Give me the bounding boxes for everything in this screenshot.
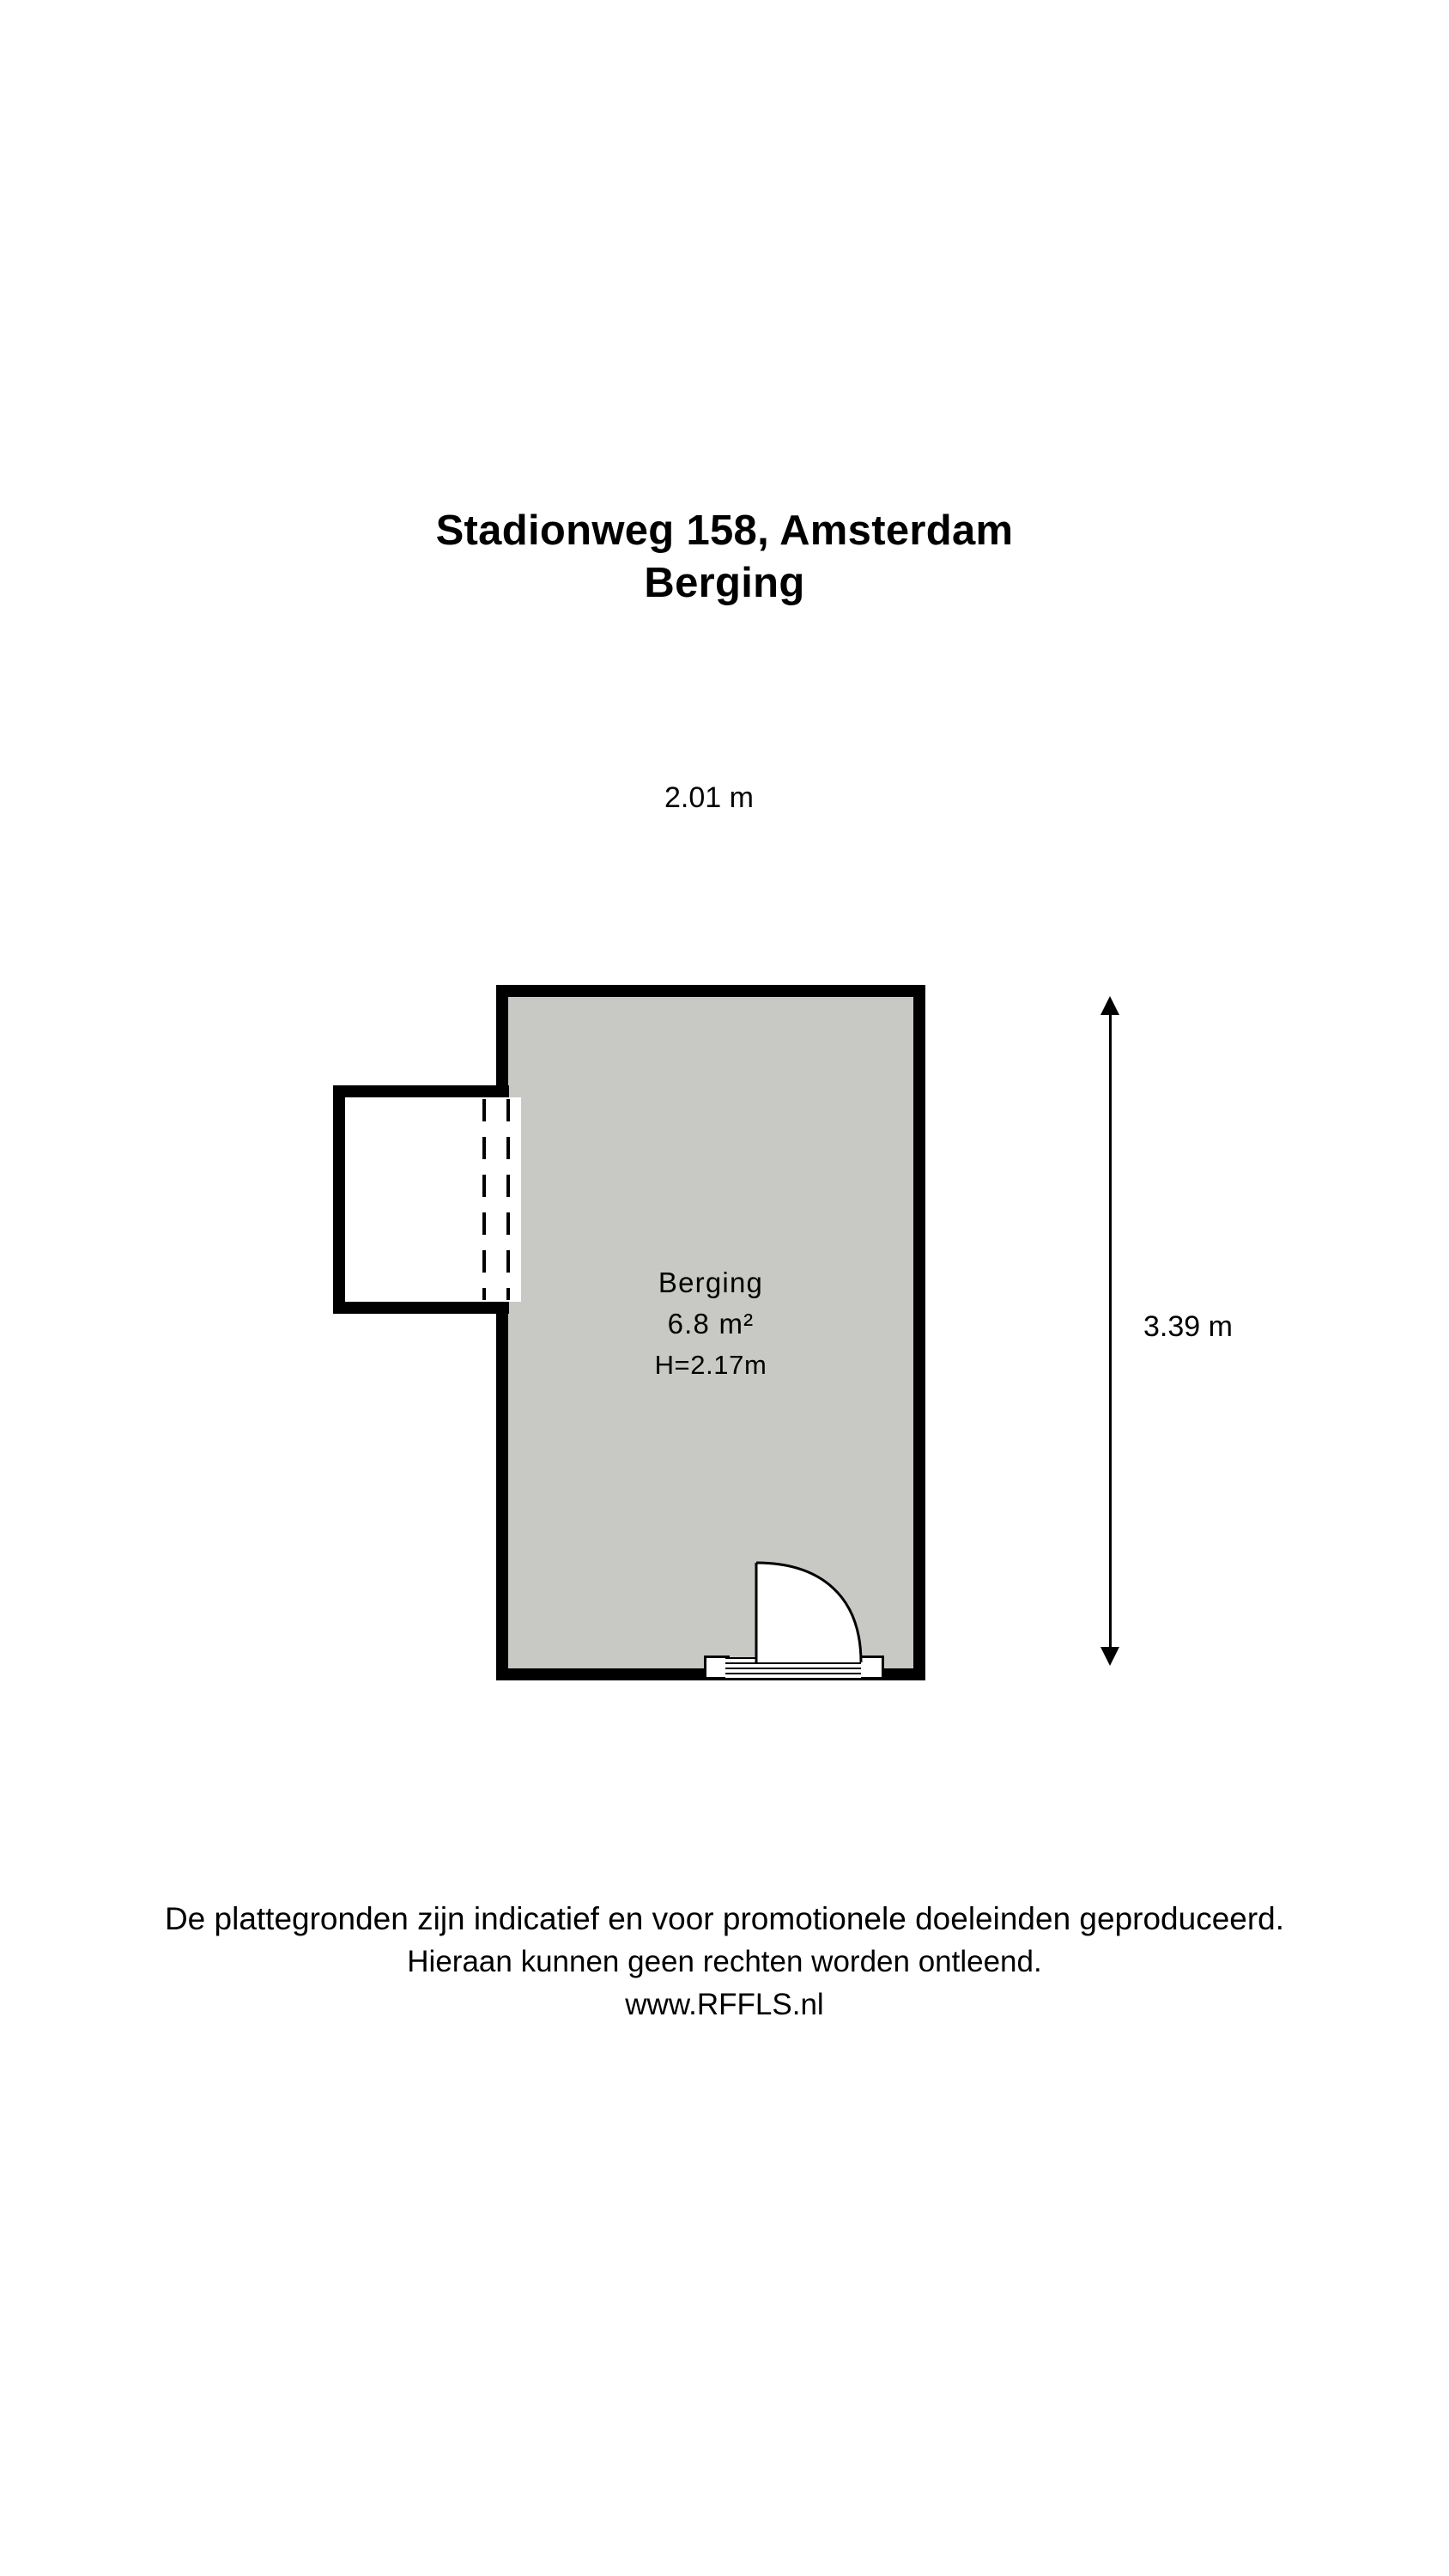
room-label-berging xyxy=(508,1262,913,1386)
footer-line-1: De plattegronden zijn indicatief en voor promotionele doeleinden geproduceerd. xyxy=(164,1901,1285,1936)
title-address: Stadionweg 158, Amsterdam xyxy=(435,507,1014,554)
width-dimension-label: 2.01 m xyxy=(512,777,906,818)
footer-disclaimer xyxy=(0,1898,1449,2026)
dimension-line-vertical xyxy=(1109,1001,1112,1661)
opening-dashed-line-left xyxy=(482,1099,486,1300)
height-dimension xyxy=(1090,996,1233,1666)
room-height: H=2.17m xyxy=(654,1350,767,1380)
title-subtitle: Berging xyxy=(644,560,805,606)
room-area: 6.8 m² xyxy=(667,1308,755,1340)
footer-website: www.RFFLS.nl xyxy=(625,1988,824,2021)
door-swing-icon xyxy=(725,1561,863,1664)
height-dimension-label: 3.39 m xyxy=(1143,1310,1233,1343)
footer-line-2: Hieraan kunnen geen rechten worden ontleend. xyxy=(407,1945,1042,1978)
width-dimension xyxy=(512,777,906,818)
arrow-up-icon xyxy=(1100,996,1119,1015)
room-name: Berging xyxy=(658,1267,764,1298)
arrow-down-icon xyxy=(1100,1647,1119,1666)
annex-floor xyxy=(345,1097,521,1302)
